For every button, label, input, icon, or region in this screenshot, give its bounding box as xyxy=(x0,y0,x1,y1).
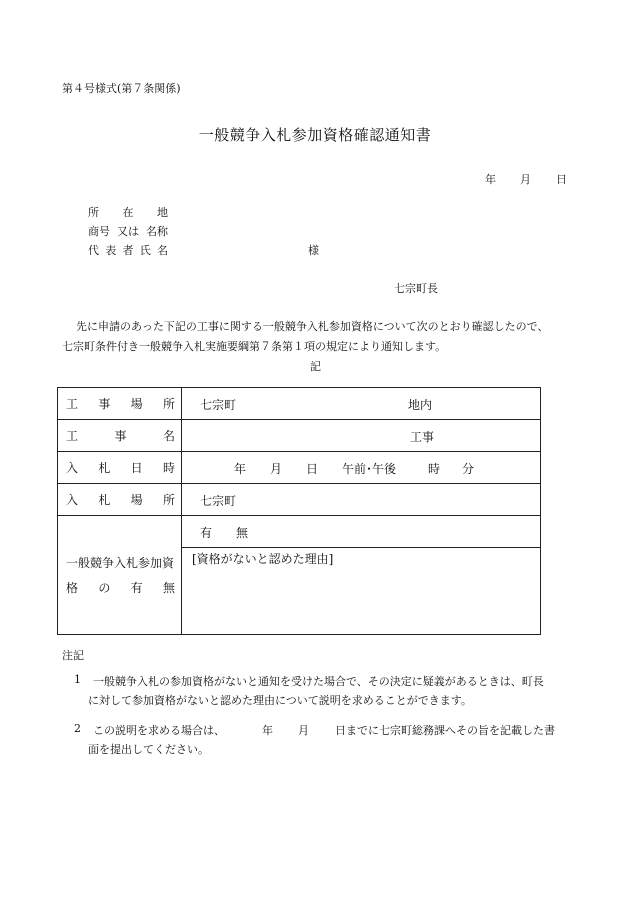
form-number: 第４号様式(第７条関係) xyxy=(62,82,181,95)
bid-location-cell[interactable] xyxy=(182,484,541,516)
note-2-line-1b: 日までに七宗町総務課へその旨を記載した書 xyxy=(335,724,555,737)
eligibility-label-line1: 一般競争入札参加資 xyxy=(66,556,175,570)
table-label-cell: 入 札 場 所 xyxy=(58,484,182,516)
construction-suffix: 工事 xyxy=(410,430,435,444)
label-location: 所 在 地 xyxy=(88,206,168,219)
bid-ampm: 午前･午後 xyxy=(342,462,397,476)
date-year-char: 年 xyxy=(485,173,496,186)
eligibility-no[interactable]: 無 xyxy=(236,526,249,540)
table-label-cell: 工 事 場 所 xyxy=(58,388,182,420)
body-line-1: 先に申請のあった下記の工事に関する一般競争入札参加資格について次のとおり確認したので、 xyxy=(76,320,549,333)
bid-month-char: 月 xyxy=(270,462,283,476)
bid-datetime-cell[interactable] xyxy=(182,452,541,484)
date-month-char: 月 xyxy=(520,173,531,186)
note-2-line-2: 面を提出してください。 xyxy=(88,743,209,756)
table-row-bid-datetime xyxy=(58,452,541,484)
label-trade-name: 商号 又は 名称 xyxy=(88,225,168,238)
note-1-number: 1 xyxy=(74,673,81,686)
location-prefix: 七宗町 xyxy=(200,398,237,412)
table-row-eligibility xyxy=(58,516,541,548)
notes-heading: 注記 xyxy=(62,649,84,662)
note-1-line-2: に対して参加資格がないと認めた理由について説明を求めることができます。 xyxy=(88,694,472,707)
note-2-month-char: 月 xyxy=(298,724,309,737)
document-title: 一般競争入札参加資格確認通知書 xyxy=(198,126,432,144)
table-row-construction-name xyxy=(58,420,541,452)
date-day-char: 日 xyxy=(556,173,567,186)
body-line-2: 七宗町条件付き一般競争入札実施要綱第７条第１項の規定により通知します。 xyxy=(62,340,447,353)
eligibility-label-line2: 格 の 有 無 xyxy=(66,581,175,595)
reason-label: [資格がないと認めた理由] xyxy=(192,552,334,566)
bid-minute-char: 分 xyxy=(462,462,475,476)
table-label-cell: 入 札 日 時 xyxy=(58,452,182,484)
note-1-line-1: 一般競争入札の参加資格がないと通知を受けた場合で、その決定に疑義があるときは、町長 xyxy=(93,675,544,688)
table-row-construction-location xyxy=(58,388,541,420)
label-representative: 代 表 者 氏 名 xyxy=(88,244,168,257)
location-suffix: 地内 xyxy=(408,398,433,412)
bid-hour-char: 時 xyxy=(428,462,441,476)
bid-day-char: 日 xyxy=(306,462,319,476)
note-2-line-1a: この説明を求める場合は、 xyxy=(93,724,225,737)
bid-location-prefix: 七宗町 xyxy=(200,494,237,508)
reason-cell[interactable] xyxy=(182,548,541,635)
confirmation-table xyxy=(57,387,541,635)
eligibility-choice-cell[interactable] xyxy=(182,516,541,548)
table-row-bid-location xyxy=(58,484,541,516)
bid-year-char: 年 xyxy=(234,462,247,476)
note-2-year-char: 年 xyxy=(262,724,273,737)
construction-name-cell[interactable] xyxy=(182,420,541,452)
table-label-cell: 工 事 名 xyxy=(58,420,182,452)
table-label-cell xyxy=(58,516,182,635)
eligibility-yes[interactable]: 有 xyxy=(200,526,213,540)
construction-location-cell[interactable] xyxy=(182,388,541,420)
honorific-sama: 様 xyxy=(308,244,319,257)
note-2-number: 2 xyxy=(74,722,81,735)
issuer: 七宗町長 xyxy=(394,282,438,295)
ki-label: 記 xyxy=(310,360,321,373)
